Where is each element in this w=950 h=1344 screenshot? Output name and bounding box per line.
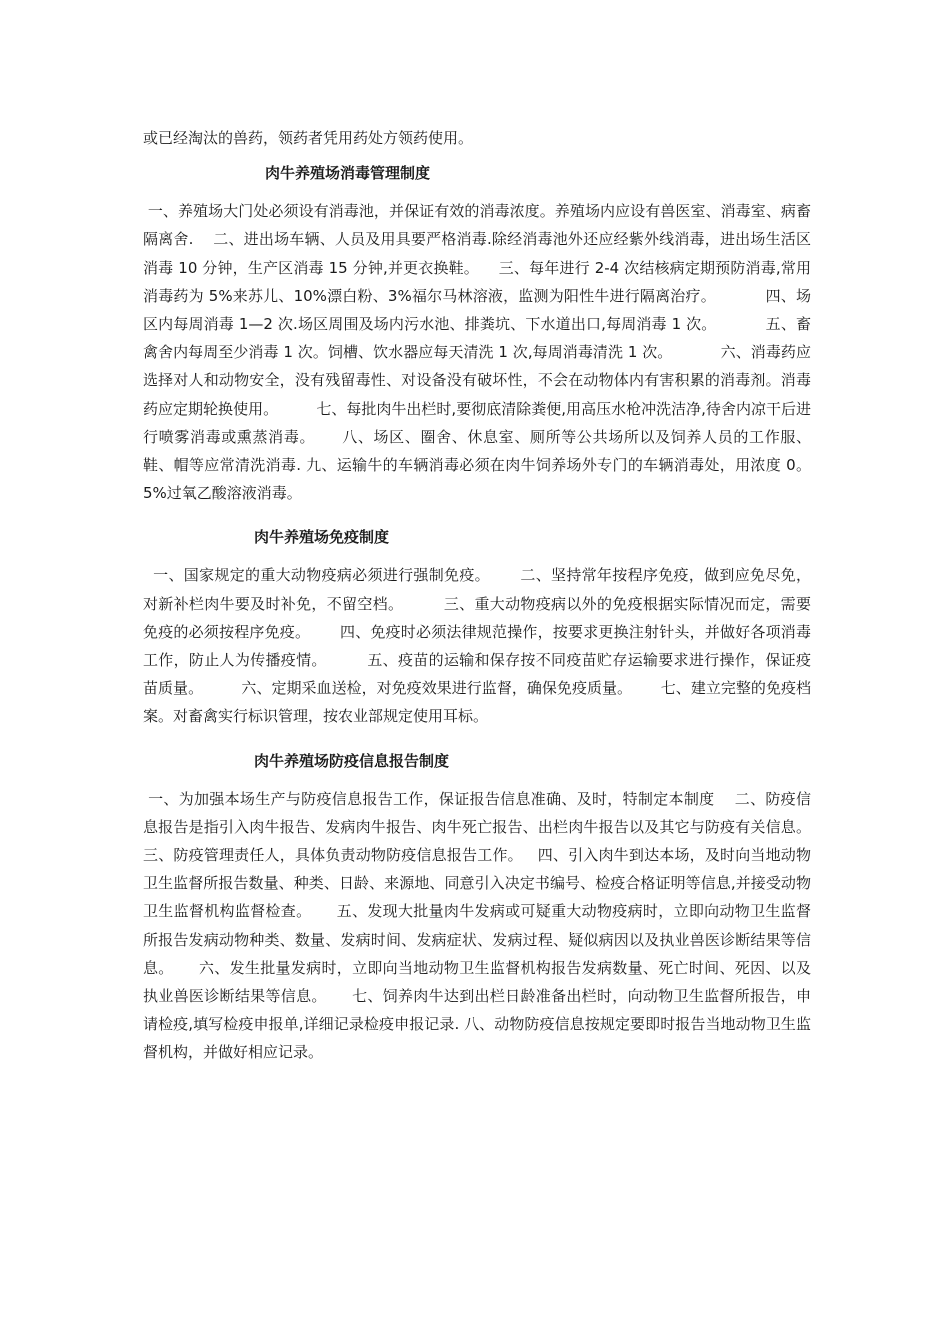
intro-paragraph: 或已经淘汰的兽药，领药者凭用药处方领药使用。 [143,129,474,147]
section-body-disinfection: 一、养殖场大门处必须设有消毒池，并保证有效的消毒浓度。养殖场内应设有兽医室、消毒室、病畜隔离舍. 二、进出场车辆、人员及用具要严格消毒.除经消毒池外还应经紫外线消毒，进出场生活区消毒 10 分钟，生产区消毒 15 分钟,并更衣换鞋。 三、每年进行 2-4 次结核病定期预防消毒,常用消毒药为 5%来苏儿、10%漂白粉、3%福尔马林溶液，监测为阳性牛进行隔离治疗。 四、场区内每周消毒 1—2 次.场区周围及场内污水池、排粪坑、下水道出口,每周消毒 1 次。 五、畜禽舍内每周至少消毒 1 次。饲槽、饮水器应每天清洗 1 次,每周消毒清洗 1 次。 六、消毒药应选择对人和动物安全，没有残留毒性、对设备没有破坏性，不会在动物体内有害积累的消毒剂。消毒药应定期轮换使用。 七、每批肉牛出栏时,要彻底清除粪便,用高压水枪冲洗洁净,待舍内凉干后进行喷雾消毒或熏蒸消毒。 八、场区、圈舍、休息室、厕所等公共场所以及饲养人员的工作服、鞋、帽等应常清洗消毒. 九、运输牛的车辆消毒必须在肉牛饲养场外专门的车辆消毒处，用浓度 0。5%过氧乙酸溶液消毒。 [143,202,811,503]
section-title-disinfection: 肉牛养殖场消毒管理制度 [265,164,431,183]
section-body-epidemic-report: 一、为加强本场生产与防疫信息报告工作，保证报告信息准确、及时，特制定本制度 二、防疫信息报告是指引入肉牛报告、发病肉牛报告、肉牛死亡报告、出栏肉牛报告以及其它与防疫有关信息。 三、防疫管理责任人，具体负责动物防疫信息报告工作。 四、引入肉牛到达本场，及时向当地动物卫生监督所报告数量、种类、日龄、来源地、同意引入决定书编号、检疫合格证明等信息,并接受动物卫生监督机构监督检查。 五、发现大批量肉牛发病或可疑重大动物疫病时，立即向动物卫生监督所报告发病动物种类、数量、发病时间、发病症状、发病过程、疑似病因以及执业兽医诊断结果等信息。 六、发生批量发病时，立即向当地动物卫生监督机构报告发病数量、死亡时间、死因、以及执业兽医诊断结果等信息。 七、饲养肉牛达到出栏日龄准备出栏时，向动物卫生监督所报告，申请检疫,填写检疫申报单,详细记录检疫申报记录. 八、动物防疫信息按规定要即时报告当地动物卫生监督机构，并做好相应记录。 [143,789,831,1062]
section-title-immunization: 肉牛养殖场免疫制度 [254,528,390,547]
section-title-epidemic-report: 肉牛养殖场防疫信息报告制度 [254,751,450,770]
document-page [143,124,831,1067]
section-body-immunization: 一、国家规定的重大动物疫病必须进行强制免疫。 二、坚持常年按程序免疫，做到应免尽免，对新补栏肉牛要及时补免，不留空档。 三、重大动物疫病以外的免疫根据实际情况而定，需要免疫的必须按程序免疫。 四、免疫时必须法律规范操作，按要求更换注射针头，并做好各项消毒工作，防止人为传播疫情。 五、疫苗的运输和保存按不同疫苗贮存运输要求进行操作，保证疫苗质量。 六、定期采血送检，对免疫效果进行监督，确保免疫质量。 七、建立完整的免疫档案。对畜禽实行标识管理，按农业部规定使用耳标。 [143,566,811,726]
